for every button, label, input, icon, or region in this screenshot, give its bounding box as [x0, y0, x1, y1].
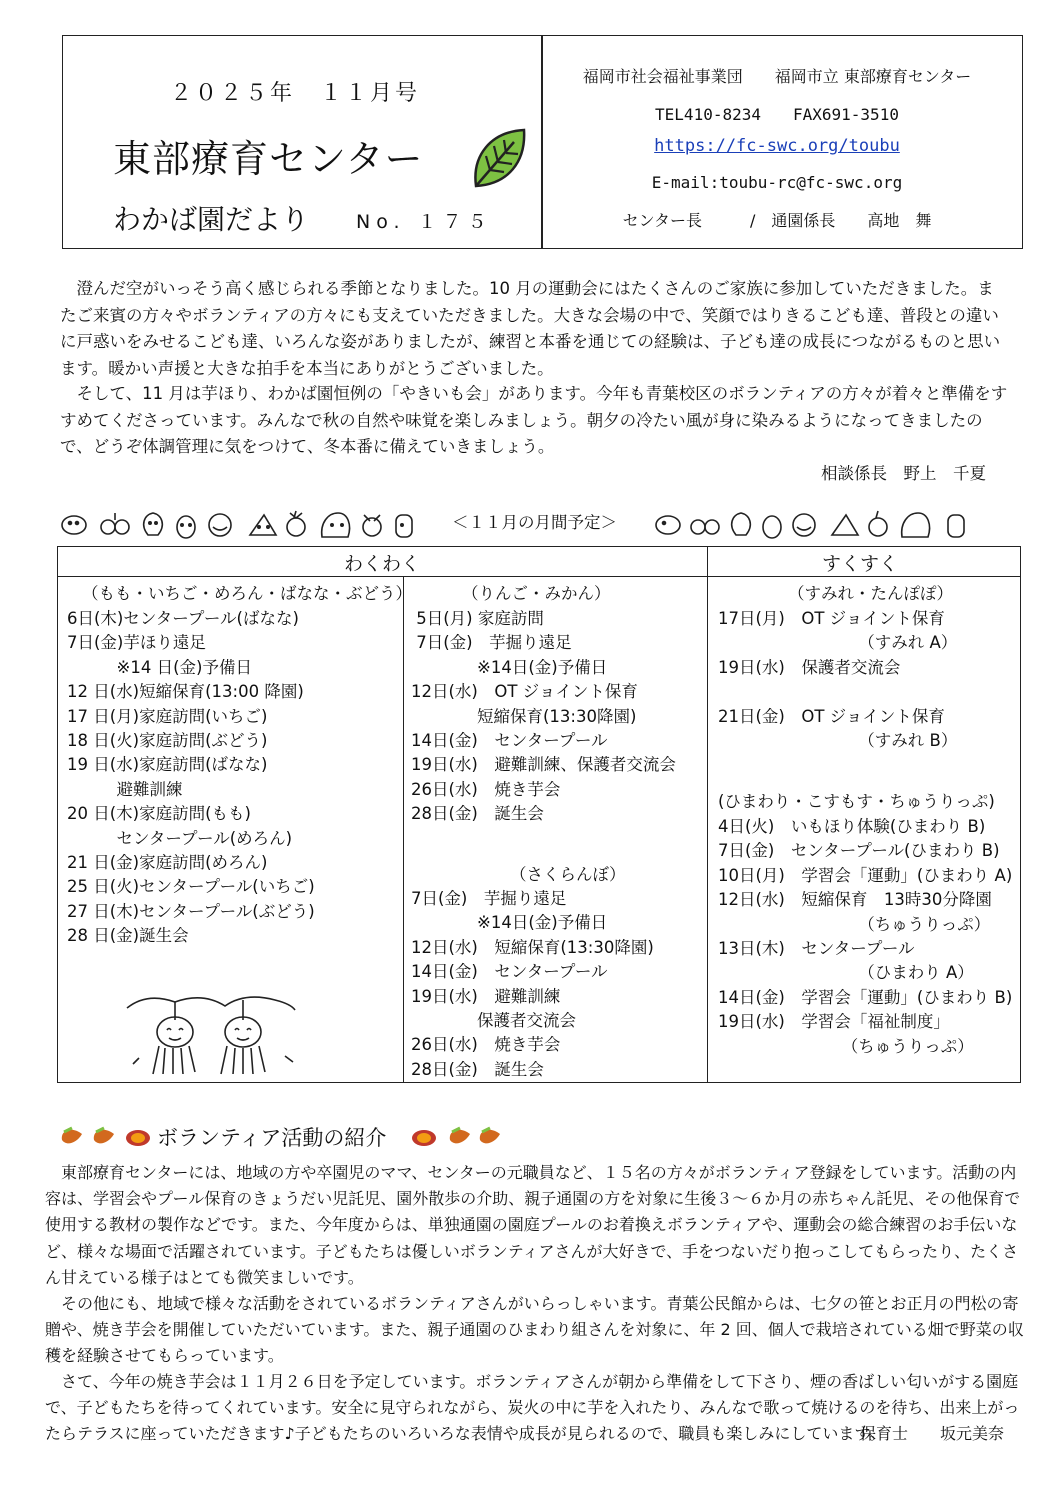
website-link[interactable]: https://fc-swc.org/toubu — [654, 136, 900, 156]
group-c-schedule: 7日(金) 芋掘り遠足 ※14日(金)予備日 12日(水) 短縮保育(13:30降園) 14日(金) センタープール 19日(水) 避難訓練 保護者交流会 26日(水) 焼き芋会 28日(金) 誕生会 — [411, 889, 654, 1079]
intro-paragraph-1: 澄んだ空がいっそう高く感じられる季節となりました。10 月の運動会にはたくさんのご家族に参加していただきました。またご来賓の方々やボランティアの方々にも支えていただきました。大きな会場の中で、笑顔ではりきるこども達、普段との違いに戸惑いをみせるこども達、いろんな姿がありましたが、練習と本番を通じての経験は、子ども達の成長につながるものと思います。暖かい声援と大きな拍手を本当にありがとうございました。 — [60, 279, 1001, 378]
sweet-potato-icons-right — [410, 1122, 506, 1150]
leaf-icon — [470, 126, 528, 192]
volunteer-signature: 保育士 坂元美奈 — [860, 1424, 1005, 1443]
volunteer-heading: ボランティア活動の紹介 — [157, 1126, 387, 1150]
url-row — [557, 136, 997, 156]
group-a-schedule: 6日(木)センタープール(ばなな) 7日(金)芋ほり遠足 ※14 日(金)予備日 12 日(水)短縮保育(13:00 降園) 17 日(月)家庭訪問(いちご) 18 日(火)家庭訪問(ぶどう) 19 日(水)家庭訪問(ばなな) 避難訓練 20 日(木)家庭訪問(もも) センタープール(めろん) 21 日(金)家庭訪問(めろん) 25 日(火)センタープール(いちご) 27 日(木)センタープール(ぶどう) 28 日(金)誕生会 — [67, 609, 315, 946]
schedule-title: ＜１１月の月間予定＞ — [452, 513, 617, 532]
volunteer-paragraph-2: その他にも、地域で様々な活動をされているボランティアさんがいらっしゃいます。青葉公民館からは、七夕の笹とお正月の門松の寄贈や、焼き芋会を開催していただいています。また、親子通園のひまわり組さんを対象に、年 2 回、個人で栽培されている畑で野菜の収穫を経験させてもらっています。 — [45, 1294, 1024, 1366]
intro-paragraph-2: そして、11 月は芋ほり、わかば園恒例の「やきいも会」があります。今年も青葉校区のボランティアの方々が着々と準備をすすめてくださっています。みんなで秋の自然や味覚を楽しみましょう。朝夕の冷たい風が身に染みるようになってきましたので、どうぞ体調管理に気をつけて、冬本番に備えていきましょう。 — [60, 384, 1008, 456]
volunteer-paragraph-3: さて、今年の焼き芋会は１１月２６日を予定しています。ボランティアさんが朝から準備をして下さり、煙の香ばしい匂いがする園庭で、子どもたちを待ってくれています。安全に見守られながら、炭火の中に芋を入れたり、みんなで歌って焼けるのを待ち、出来上がったらテラスに座っていただきます♪子どもたちのいろいろな表情や成長が見られるので、職員も楽しみにしています。 — [45, 1372, 1020, 1444]
group-e-schedule: 4日(火) いもほり体験(ひまわり B) 7日(金) センタープール(ひまわり B) 10日(月) 学習会「運動」(ひまわり A) 12日(水) 短縮保育 13時30分降園 （ちゅうりっぷ） 13日(木) センタープール （ひまわり A） 14日(金) 学習会「運動」(ひまわり B) 19日(水) 学習会「福祉制度」 （ちゅうりっぷ） — [718, 817, 1013, 1056]
group-d-schedule: 17日(月) OT ジョイント保育 （すみれ A） 19日(水) 保護者交流会 21日(金) OT ジョイント保育 （すみれ B） — [718, 609, 958, 751]
email[interactable]: E-mail:toubu-rc@fc-swc.org — [651, 173, 903, 192]
volunteer-paragraph-1: 東部療育センターには、地域の方や卒園児のママ、センターの元職員など、１５名の方々がボランティア登録をしています。活動の内容は、学習会やプール保育のきょうだい児託児、園外散歩の介助、親子通園の方を対象に生後３～６か月の赤ちゃん託児、その他保育で使用する教材の製作などです。また、今年度からは、単独通園の園庭プールのお着換えボランティアや、運動会の総合練習のお手伝いなど、様々な場面で活躍されています。子どもたちは優しいボランティアさんが大好きで、手をつないだり抱っこしてもらったり、たくさん甘えている様子はとても微笑ましいです。 — [45, 1163, 1021, 1287]
staff-line: センター長 / 通園係長 高地 舞 — [622, 211, 932, 230]
tel-fax: TEL410-8234 FAX691-3510 — [655, 105, 899, 124]
fruit-decoration-right — [652, 505, 970, 545]
children-sprout-illustration — [125, 988, 300, 1078]
org-name: 福岡市社会福祉事業団 福岡市立 東部療育センター — [582, 67, 972, 86]
group-b-heading: （りんご・みかん） — [462, 584, 611, 603]
issue-number: No. １７５ — [356, 211, 493, 233]
col-header-sukusuku: すくすく — [822, 553, 899, 575]
fruit-decoration-left — [58, 505, 418, 545]
group-d-heading: （すみれ・たんぽぽ） — [788, 584, 953, 603]
issue-label: ２０２５年 １１月号 — [170, 81, 421, 106]
table-divider-sub — [403, 576, 404, 1083]
header-divider — [541, 35, 543, 249]
group-a-heading: （もも・いちご・めろん・ばなな・ぶどう） — [82, 584, 412, 603]
sweet-potato-icons-left — [58, 1122, 154, 1150]
col-header-wakuwaku: わくわく — [344, 553, 421, 575]
group-c-heading: （さくらんぼ） — [510, 865, 626, 884]
newsletter-subtitle: わかば園だより — [113, 203, 310, 236]
intro-signature: 相談係長 野上 千夏 — [821, 464, 986, 483]
group-e-heading: (ひまわり・こすもす・ちゅうりっぷ) — [718, 792, 995, 811]
table-header-line — [57, 576, 1021, 577]
table-divider-main — [707, 546, 708, 1083]
page-title: 東部療育センター — [113, 137, 424, 181]
group-b-schedule: 5日(月) 家庭訪問 7日(金) 芋掘り遠足 ※14日(金)予備日 12日(水) OT ジョイント保育 短縮保育(13:30降園) 14日(金) センタープール 19日(水) 避難訓練、保護者交流会 26日(水) 焼き芋会 28日(金) 誕生会 — [411, 609, 676, 824]
